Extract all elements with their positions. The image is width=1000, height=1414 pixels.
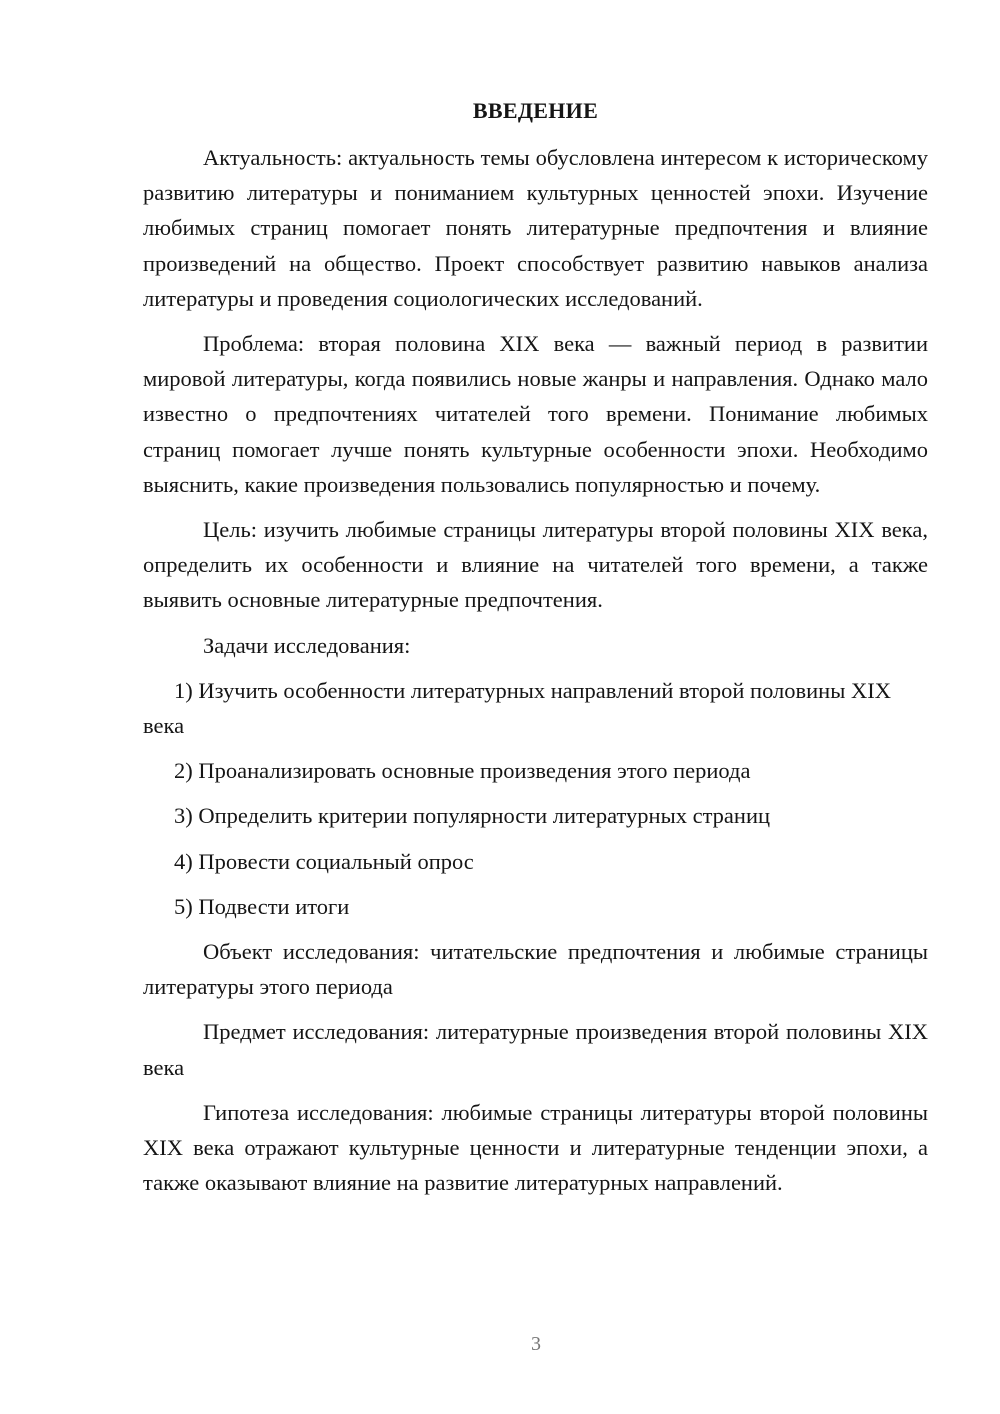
page-title: ВВЕДЕНИЕ (472, 98, 599, 123)
task-item-1: 1) Изучить особенности литературных направлений второй половины XIX века (143, 677, 891, 739)
document-page (143, 94, 928, 1210)
problem-paragraph: Проблема: вторая половина XIX века — важный период в развитии мировой литературы, когда появились новые жанры и направления. Однако мало известно о предпочтениях читателей того времени. Понимание любимых страниц помогает лучше понять культурные особенности эпохи. Необходимо выяснить, какие произведения пользовались популярностью и почему. (143, 331, 928, 497)
task-item-3: 3) Определить критерии популярности литературных страниц (174, 803, 771, 829)
task-item-4: 4) Провести социальный опрос (174, 848, 474, 874)
goal-paragraph: Цель: изучить любимые страницы литературы второй половины XIX века, определить их особенности и влияние на читателей того времени, а также выявить основные литературные предпочтения. (143, 517, 928, 613)
hypothesis-paragraph: Гипотеза исследования: любимые страницы литературы второй половины XIX века отражают культурные ценности и литературные тенденции эпохи, а также оказывают влияние на развитие литературных направлений. (143, 1099, 928, 1196)
relevance-paragraph: Актуальность: актуальность темы обусловлена интересом к историческому развитию литературы и пониманием культурных ценностей эпохи. Изучение любимых страниц помогает понять литературные предпочтения и влияние произведений на общество. Проект способствует развитию навыков анализа литературы и проведения социологических исследований. (143, 145, 928, 311)
task-item-2: 2) Проанализировать основные произведения этого периода (174, 758, 751, 784)
object-paragraph: Объект исследования: читательские предпочтения и любимые страницы литературы этого периода (143, 939, 928, 1000)
page-number: 3 (531, 1333, 541, 1355)
task-item-5: 5) Подвести итоги (174, 893, 350, 919)
tasks-heading: Задачи исследования: (203, 632, 411, 658)
subject-paragraph: Предмет исследования: литературные произведения второй половины XIX века (143, 1019, 928, 1080)
